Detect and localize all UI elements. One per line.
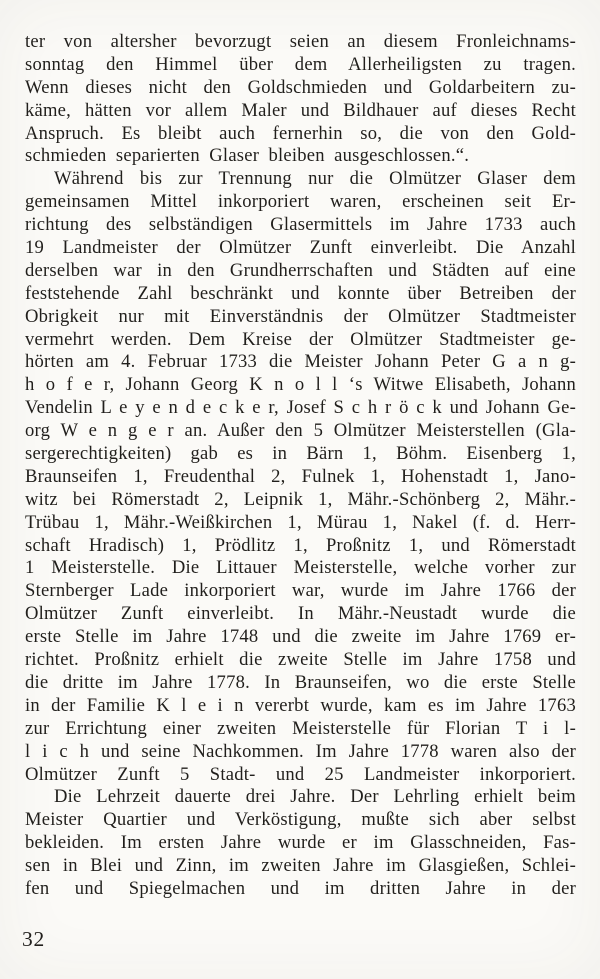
text-line: vermehrt werden. Dem Kreise der Olmützer Stadtmeister ge- bbox=[25, 328, 576, 350]
text-line: richtung des selbständigen Glasermittels im Jahre 1733 auch bbox=[25, 214, 576, 236]
text-line: Trübau 1, Mähr.-Weißkirchen 1, Mürau 1, Nakel (f. d. Herr- bbox=[25, 511, 576, 533]
text-line: Obrigkeit nur mit Einverständnis der Olmützer Stadtmeister bbox=[25, 305, 576, 327]
text-line: h o f e r, Johann Georg K n o l l ‘s Witwe Elisabeth, Johann bbox=[25, 374, 576, 396]
text-line: zur Errichtung einer zweiten Meisterstelle für Florian T i l- bbox=[25, 717, 576, 739]
text-line: in der Familie K l e i n vererbt wurde, kam es im Jahre 1763 bbox=[25, 694, 576, 716]
text-line: derselben war in den Grundherrschaften und Städten auf eine bbox=[25, 259, 576, 281]
text-line: gemeinsamen Mittel inkorporiert waren, erscheinen seit Er- bbox=[25, 191, 576, 213]
text-line: Meister Quartier und Verköstigung, mußte sich aber selbst bbox=[25, 809, 576, 831]
text-line: fen und Spiegelmachen und im dritten Jahre in der bbox=[25, 877, 576, 899]
text-line: Die Lehrzeit dauerte drei Jahre. Der Lehrling erhielt beim bbox=[54, 786, 576, 808]
text-line: Anspruch. Es bleibt auch fernerhin so, die von den Gold- bbox=[25, 122, 576, 144]
text-line: Wenn dieses nicht den Goldschmieden und Goldarbeitern zu- bbox=[25, 76, 576, 98]
text-line: Olmützer Zunft einverleibt. In Mähr.-Neustadt wurde die bbox=[25, 603, 576, 625]
text-line: Vendelin L e y e n d e c k e r, Josef S c h r ö c k und Johann Ge- bbox=[25, 397, 576, 419]
text-line: Sternberger Lade inkorporiert war, wurde im Jahre 1766 der bbox=[25, 580, 576, 602]
text-line: sonntag den Himmel über dem Allerheiligsten zu tragen. bbox=[25, 53, 576, 75]
text-line: käme, hätten vor allem Maler und Bildhauer auf dieses Recht bbox=[25, 99, 576, 121]
text-line: feststehende Zahl beschränkt und konnte über Betreiben der bbox=[25, 282, 576, 304]
text-line: ter von altersher bevorzugt seien an diesem Fronleichnams- bbox=[25, 31, 576, 52]
text-line: hörten am 4. Februar 1733 die Meister Johann Peter G a n g- bbox=[25, 351, 576, 373]
body-text bbox=[25, 31, 576, 901]
text-line: Braunseifen 1, Freudenthal 2, Fulnek 1, Hohenstadt 1, Jano- bbox=[25, 465, 576, 487]
text-line: 19 Landmeister der Olmützer Zunft einverleibt. Die Anzahl bbox=[25, 237, 576, 259]
text-line: sergerechtigkeiten) gab es in Bärn 1, Böhm. Eisenberg 1, bbox=[25, 443, 576, 465]
text-line: bekleiden. Im ersten Jahre wurde er im Glasschneiden, Fas- bbox=[25, 832, 576, 854]
text-line: sen in Blei und Zinn, im zweiten Jahre im Glasgießen, Schlei- bbox=[25, 855, 576, 877]
text-line: erste Stelle im Jahre 1748 und die zweite im Jahre 1769 er- bbox=[25, 626, 576, 648]
text-line: Während bis zur Trennung nur die Olmützer Glaser dem bbox=[54, 168, 576, 190]
text-line: l i c h und seine Nachkommen. Im Jahre 1778 waren also der bbox=[25, 740, 576, 762]
text-line: schmieden separierten Glaser bleiben ausgeschlossen.“. bbox=[25, 145, 470, 167]
text-line: schaft Hradisch) 1, Prödlitz 1, Proßnitz 1, und Römerstadt bbox=[25, 534, 576, 556]
text-line: witz bei Römerstadt 2, Leipnik 1, Mähr.-Schönberg 2, Mähr.- bbox=[25, 488, 576, 510]
text-line: org W e n g e r an. Außer den 5 Olmützer Meisterstellen (Gla- bbox=[25, 420, 576, 442]
text-line: 1 Meisterstelle. Die Littauer Meisterstelle, welche vorher zur bbox=[25, 557, 576, 579]
text-line: richtet. Proßnitz erhielt die zweite Stelle im Jahre 1758 und bbox=[25, 649, 576, 671]
page-number: 32 bbox=[22, 927, 46, 951]
text-line: Olmützer Zunft 5 Stadt- und 25 Landmeister inkorporiert. bbox=[25, 763, 576, 785]
text-line: die dritte im Jahre 1778. In Braunseifen, wo die erste Stelle bbox=[25, 671, 576, 693]
